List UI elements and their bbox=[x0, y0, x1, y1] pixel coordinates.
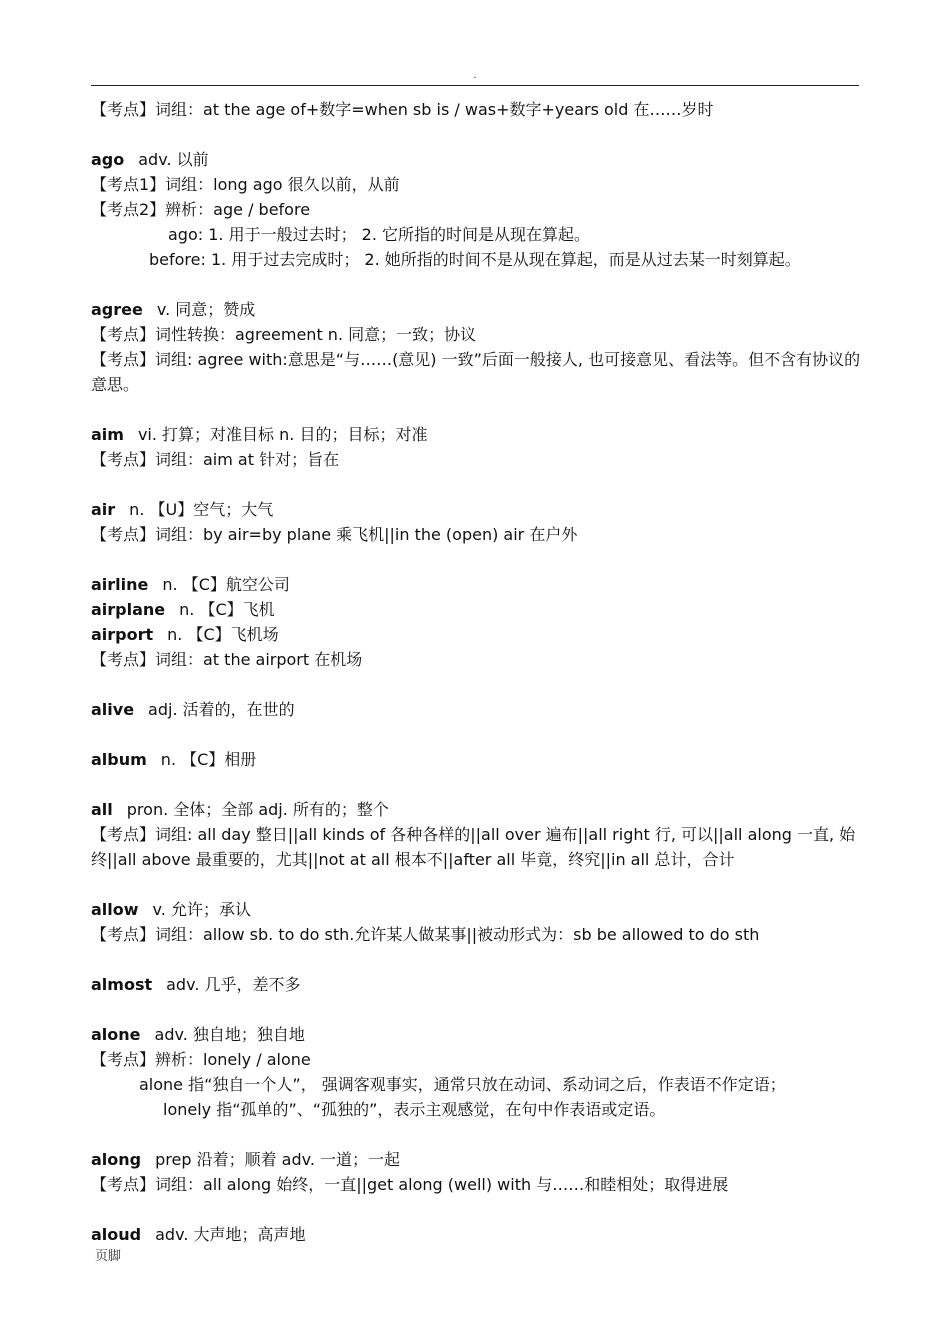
spacer bbox=[91, 672, 863, 697]
headword: air bbox=[91, 500, 116, 519]
entry-subnote: before: 1. 用于过去完成时； 2. 她所指的时间不是从现在算起，而是从过去某一时刻算起。 bbox=[149, 250, 801, 269]
entry-subnote: alone 指“独自一个人”， 强调客观事实，通常只放在动词、系动词之后，作表语不作定语； bbox=[139, 1075, 786, 1094]
part-of-speech: adv. 独自地；独自地 bbox=[154, 1025, 305, 1044]
headword: agree bbox=[91, 300, 143, 319]
header-rule bbox=[91, 85, 859, 86]
entry-heading-agree bbox=[91, 297, 863, 322]
entry-heading-all bbox=[91, 797, 863, 822]
entry-heading-ago bbox=[91, 147, 863, 172]
headword: ago bbox=[91, 150, 125, 169]
spacer bbox=[91, 872, 863, 897]
part-of-speech: v. 同意；赞成 bbox=[156, 300, 256, 319]
spacer bbox=[91, 397, 863, 422]
spacer bbox=[91, 122, 863, 147]
headword: all bbox=[91, 800, 113, 819]
entry-heading-air bbox=[91, 497, 863, 522]
part-of-speech: adv. 以前 bbox=[138, 150, 209, 169]
headword: airplane bbox=[91, 600, 166, 619]
entry-heading-album bbox=[91, 747, 863, 772]
entry-note: 【考点】词性转换：agreement n. 同意；一致；协议 bbox=[91, 325, 477, 344]
spacer bbox=[91, 1197, 863, 1222]
entry-subnote: ago: 1. 用于一般过去时； 2. 它所指的时间是从现在算起。 bbox=[168, 225, 591, 244]
spacer bbox=[91, 1122, 863, 1147]
part-of-speech: n. 【U】空气；大气 bbox=[129, 500, 274, 519]
headword: alone bbox=[91, 1025, 141, 1044]
entry-note: 【考点】词组：at the age of+数字=when sb is / was+数字+years old 在……岁时 bbox=[91, 100, 714, 119]
headword: aim bbox=[91, 425, 124, 444]
entry-note: 【考点】词组：aim at 针对；旨在 bbox=[91, 450, 340, 469]
entry-note: 【考点】词组：allow sb. to do sth.允许某人做某事||被动形式为：sb be allowed to do sth bbox=[91, 925, 760, 944]
entry-heading-allow bbox=[91, 897, 863, 922]
part-of-speech: prep 沿着；顺着 adv. 一道；一起 bbox=[155, 1150, 401, 1169]
headword: allow bbox=[91, 900, 139, 919]
part-of-speech: pron. 全体；全部 adj. 所有的；整个 bbox=[126, 800, 389, 819]
entry-note: 【考点】词组：at the airport 在机场 bbox=[91, 650, 363, 669]
headword: almost bbox=[91, 975, 153, 994]
entry-heading-alive bbox=[91, 697, 863, 722]
header-mark: . bbox=[473, 70, 477, 81]
headword: airport bbox=[91, 625, 154, 644]
entry-heading-airline bbox=[91, 572, 863, 597]
entry-subnote: lonely 指“孤单的”、“孤独的”，表示主观感觉，在句中作表语或定语。 bbox=[163, 1100, 666, 1119]
headword: album bbox=[91, 750, 147, 769]
page-footer: 页脚 bbox=[95, 1249, 122, 1264]
spacer bbox=[91, 772, 863, 797]
entry-heading-airplane bbox=[91, 597, 863, 622]
part-of-speech: adv. 几乎，差不多 bbox=[166, 975, 301, 994]
spacer bbox=[91, 272, 863, 297]
part-of-speech: adv. 大声地；高声地 bbox=[155, 1225, 306, 1244]
entry-heading-aloud bbox=[91, 1222, 863, 1247]
headword: airline bbox=[91, 575, 149, 594]
entry-note: 【考点】词组: agree with:意思是“与……(意见) 一致”后面一般接人, 也可接意见、看法等。但不含有协议的意思。 bbox=[91, 350, 861, 394]
part-of-speech: n. 【C】飞机 bbox=[179, 600, 275, 619]
entry-note: 【考点】辨析：lonely / alone bbox=[91, 1050, 311, 1069]
part-of-speech: vi. 打算；对准目标 n. 目的；目标；对准 bbox=[137, 425, 428, 444]
entry-heading-airport bbox=[91, 622, 863, 647]
part-of-speech: n. 【C】航空公司 bbox=[162, 575, 290, 594]
spacer bbox=[91, 947, 863, 972]
entry-note: 【考点】词组：all along 始终，一直||get along (well) with 与……和睦相处；取得进展 bbox=[91, 1175, 729, 1194]
spacer bbox=[91, 997, 863, 1022]
part-of-speech: n. 【C】飞机场 bbox=[167, 625, 279, 644]
entry-note: 【考点2】辨析：age / before bbox=[91, 200, 311, 219]
spacer bbox=[91, 472, 863, 497]
vocabulary-content bbox=[91, 97, 863, 1247]
spacer bbox=[91, 547, 863, 572]
entry-heading-aim bbox=[91, 422, 863, 447]
part-of-speech: n. 【C】相册 bbox=[160, 750, 257, 769]
spacer bbox=[91, 722, 863, 747]
entry-note: 【考点1】词组：long ago 很久以前，从前 bbox=[91, 175, 400, 194]
headword: aloud bbox=[91, 1225, 142, 1244]
entry-heading-almost bbox=[91, 972, 863, 997]
headword: along bbox=[91, 1150, 142, 1169]
entry-note: 【考点】词组：by air=by plane 乘飞机||in the (open) air 在户外 bbox=[91, 525, 578, 544]
entry-note: 【考点】词组: all day 整日||all kinds of 各种各样的||all over 遍布||all right 行, 可以||all along 一直, 始终||all above 最重要的，尤其||not at all 根本不||after all 毕竟，终究||in all 总计，合计 bbox=[91, 825, 856, 869]
part-of-speech: adj. 活着的，在世的 bbox=[148, 700, 295, 719]
part-of-speech: v. 允许；承认 bbox=[152, 900, 251, 919]
entry-heading-along bbox=[91, 1147, 863, 1172]
headword: alive bbox=[91, 700, 135, 719]
entry-heading-alone bbox=[91, 1022, 863, 1047]
